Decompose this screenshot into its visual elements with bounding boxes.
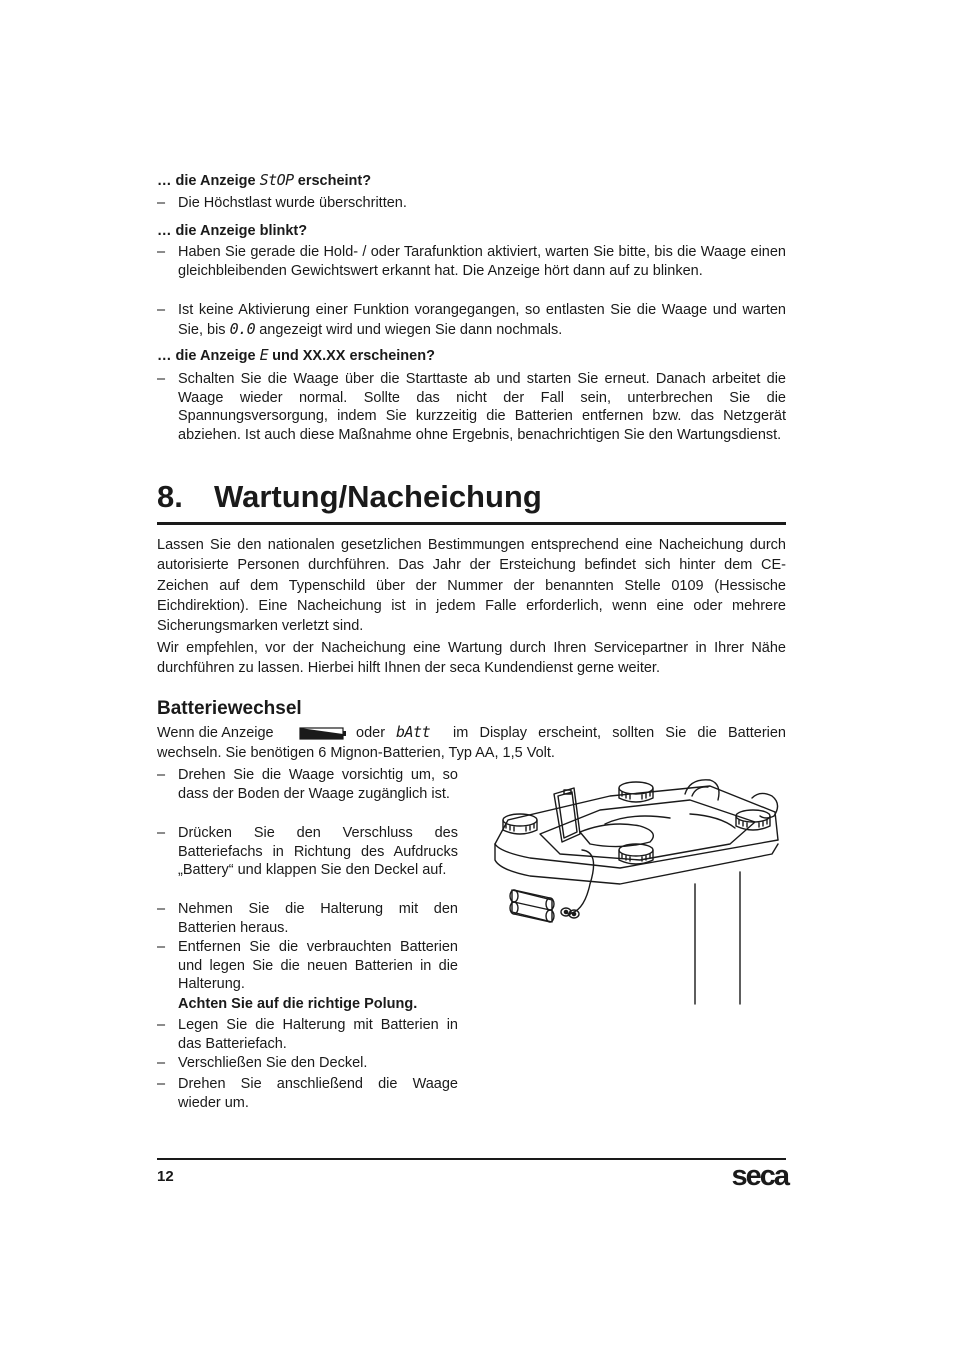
list-item (157, 938, 458, 996)
bullet-dash: – (157, 939, 166, 955)
bullet-dash: – (157, 195, 166, 211)
bullet-dash: – (157, 1055, 166, 1071)
page-number: 12 (157, 1168, 174, 1185)
intro-text: oder (356, 725, 386, 741)
list-item (157, 824, 458, 902)
list-item-text: Drehen Sie anschließend die Waage wieder um. (178, 1076, 458, 1111)
list-item (157, 243, 786, 301)
list-item-text (178, 301, 786, 339)
bullet-dash: – (157, 302, 166, 318)
list-item (157, 1054, 458, 1074)
question-error (157, 346, 435, 365)
question-text: und XX.XX erscheinen? (272, 348, 435, 364)
list-item-text: Legen Sie die Halterung mit Batterien in das Batteriefach. (178, 1017, 458, 1052)
question-stop (157, 171, 371, 190)
list-item-text: Haben Sie gerade die Hold- / oder Tarafunktion aktiviert, warten Sie bitte, bis die Waage einen gleichbleibenden Gewichtswert erkannt hat. Die Anzeige hört dann auf zu blinken. (178, 244, 786, 279)
question-text: … die Anzeige (157, 348, 256, 364)
list-item-text: Nehmen Sie die Halterung mit den Batterien heraus. (178, 901, 458, 936)
list-item (157, 1016, 458, 1056)
question-blink: … die Anzeige blinkt? (157, 223, 308, 239)
display-code: bAtt (396, 723, 431, 741)
battery-intro-line1 (157, 724, 786, 744)
bullet-dash: – (157, 901, 166, 917)
polarity-warning: Achten Sie auf die richtige Polung. (178, 996, 418, 1012)
section-number: 8. (157, 479, 183, 514)
bullet-dash: – (157, 1076, 166, 1092)
list-item (157, 370, 786, 465)
question-text: erscheint? (297, 173, 372, 189)
list-item-text: Entfernen Sie die verbrauchten Batterien und legen Sie die neuen Batterien in die Halterung. (178, 939, 458, 993)
list-item-text: Drücken Sie den Verschluss des Batteriefachs in Richtung des Aufdrucks „Battery“ und klappen Sie den Deckel auf. (178, 825, 458, 879)
list-item-text: Schalten Sie die Waage über die Starttaste ab und starten Sie erneut. Danach arbeitet die Waage wieder normal. Sollte das nicht der Fall sein, unterbrechen Sie die Spannungsversorgung, indem Sie kurzzeitig die Batterien entfernen bzw. das Netzgerät abziehen. Ist auch diese Maßnahme ohne Ergebnis, benachrichtigen Sie den Wartungsdienst. (178, 371, 786, 443)
intro-text: Wenn die Anzeige (157, 725, 274, 741)
paragraph: Lassen Sie den nationalen gesetzlichen Bestimmungen entsprechend eine Nacheichung durch autorisierte Personen durchführen. Das Jahr der Ersteichung befindet sich hinter dem CE-Zeichen auf dem Typenschild über der Nummer der benannten Stelle 0109 (Hessische Eichdirektion). Eine Nacheichung ist in jedem Falle erforderlich, wenn eine oder mehrere Sicherungsmarken verletzt sind. (157, 537, 786, 635)
battery-intro-line2: wechseln. Sie benötigen 6 Mignon-Batterien, Typ AA, 1,5 Volt. (157, 745, 555, 761)
paragraph: Wir empfehlen, vor der Nacheichung eine Wartung durch Ihren Servicepartner in Ihrer Nähe durchführen zu lassen. Hierbei hilft Ihnen der seca Kundendienst gerne weiter. (157, 640, 786, 677)
section-title: Wartung/Nacheichung (214, 479, 542, 514)
question-text: … die Anzeige (157, 173, 256, 189)
bullet-dash: – (157, 1017, 166, 1033)
bullet-dash: – (157, 825, 166, 841)
seca-logo: seca (731, 1160, 788, 1192)
bullet-dash: – (157, 244, 166, 260)
display-code: 0.0 (229, 319, 256, 338)
subsection-heading: Batteriewechsel (157, 698, 302, 719)
text-part: angezeigt wird und wiegen Sie dann nochmals. (259, 321, 563, 338)
list-item-text: Drehen Sie die Waage vorsichtig um, so dass der Boden der Waage zugänglich ist. (178, 767, 458, 802)
bullet-dash: – (157, 767, 166, 783)
display-code: StOP (259, 171, 294, 189)
scale-battery-illustration (490, 772, 786, 1008)
list-item (157, 301, 786, 341)
bullet-dash: – (157, 371, 166, 387)
section-heading (157, 476, 786, 525)
list-item (157, 766, 458, 824)
list-item-text: Die Höchstlast wurde überschritten. (178, 195, 407, 211)
list-item (157, 1075, 458, 1115)
list-item (157, 900, 458, 940)
footer-rule (157, 1158, 786, 1160)
text-part: Ist keine Aktivierung einer Funktion vorangegangen, so entlasten Sie die Waage und warten Sie, bis (178, 302, 786, 338)
display-code: E (259, 346, 269, 364)
list-item (157, 194, 786, 214)
intro-text: im Display erscheint, sollten Sie die Batterien (453, 725, 786, 741)
list-item-text: Verschließen Sie den Deckel. (178, 1055, 368, 1071)
low-battery-icon (299, 727, 347, 740)
